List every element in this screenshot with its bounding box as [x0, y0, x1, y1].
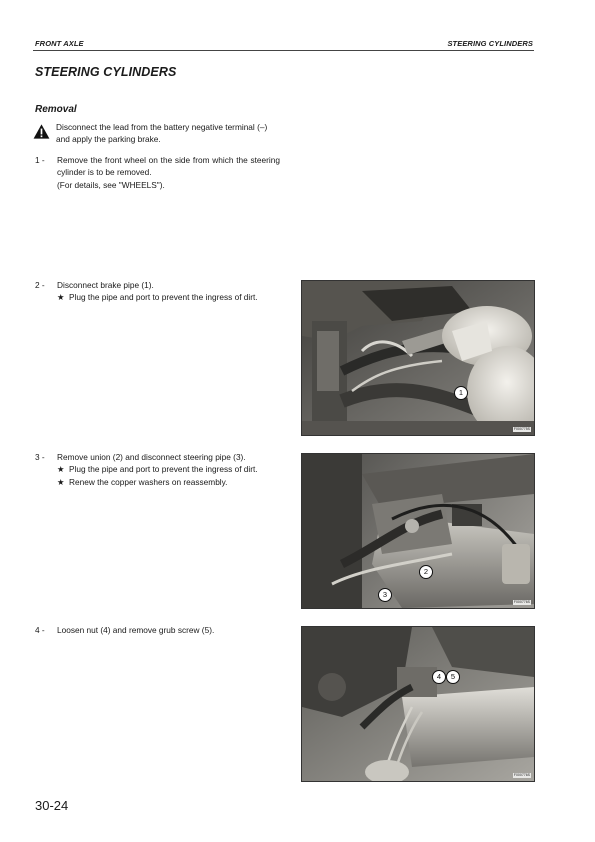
step-number: 2 - [35, 280, 45, 290]
step-body [57, 154, 280, 191]
star-icon: ★ [57, 292, 65, 303]
step-number: 1 - [35, 155, 45, 165]
step-body [57, 279, 280, 304]
page-number: 30-24 [35, 798, 69, 813]
photo-nut-grub-screw-image [302, 627, 534, 781]
note-item [57, 463, 280, 475]
page-title: STEERING CYLINDERS [35, 65, 177, 79]
star-icon: ★ [57, 464, 65, 475]
callout-2: 2 [419, 565, 433, 579]
section-heading: Removal [35, 104, 77, 115]
step-number: 3 - [35, 452, 45, 462]
step-line: (For details, see "WHEELS"). [57, 179, 165, 190]
note-text: Plug the pipe and port to prevent the ingress of dirt. [69, 464, 258, 475]
warning-text: Disconnect the lead from the battery negative terminal (–) and apply the parking brake. [56, 122, 268, 145]
photo-union-steering-pipe-image [302, 454, 534, 608]
photo-union-steering-pipe [301, 453, 535, 609]
header-rule [33, 50, 534, 51]
note-text: Renew the copper washers on reassembly. [69, 476, 228, 487]
photo-code: F000776S [513, 600, 530, 604]
callout-5: 5 [446, 670, 460, 684]
photo-nut-grub-screw [301, 626, 535, 782]
step-body [57, 624, 280, 636]
warning-triangle-icon [33, 124, 50, 139]
step-number: 4 - [35, 625, 45, 635]
note-text: Plug the pipe and port to prevent the ingress of dirt. [69, 292, 258, 303]
star-icon: ★ [57, 476, 65, 487]
step-line: Disconnect brake pipe (1). [57, 280, 154, 290]
photo-code: F000776S [513, 773, 530, 777]
step-body [57, 451, 280, 488]
callout-3: 3 [378, 588, 392, 602]
note-item [57, 476, 280, 488]
note-item [57, 291, 280, 303]
header-section-right: STEERING CYLINDERS [447, 39, 533, 48]
photo-brake-pipe [301, 280, 535, 436]
header-section-left: FRONT AXLE [35, 39, 84, 48]
photo-brake-pipe-image [302, 281, 534, 435]
photo-code: F000775S [513, 427, 530, 431]
step-line: Remove the front wheel on the side from which the steering cylinder is to be removed. [57, 155, 280, 178]
callout-4: 4 [432, 670, 446, 684]
step-line: Remove union (2) and disconnect steering pipe (3). [57, 452, 246, 462]
step-line: Loosen nut (4) and remove grub screw (5). [57, 625, 215, 635]
callout-1: 1 [454, 386, 468, 400]
